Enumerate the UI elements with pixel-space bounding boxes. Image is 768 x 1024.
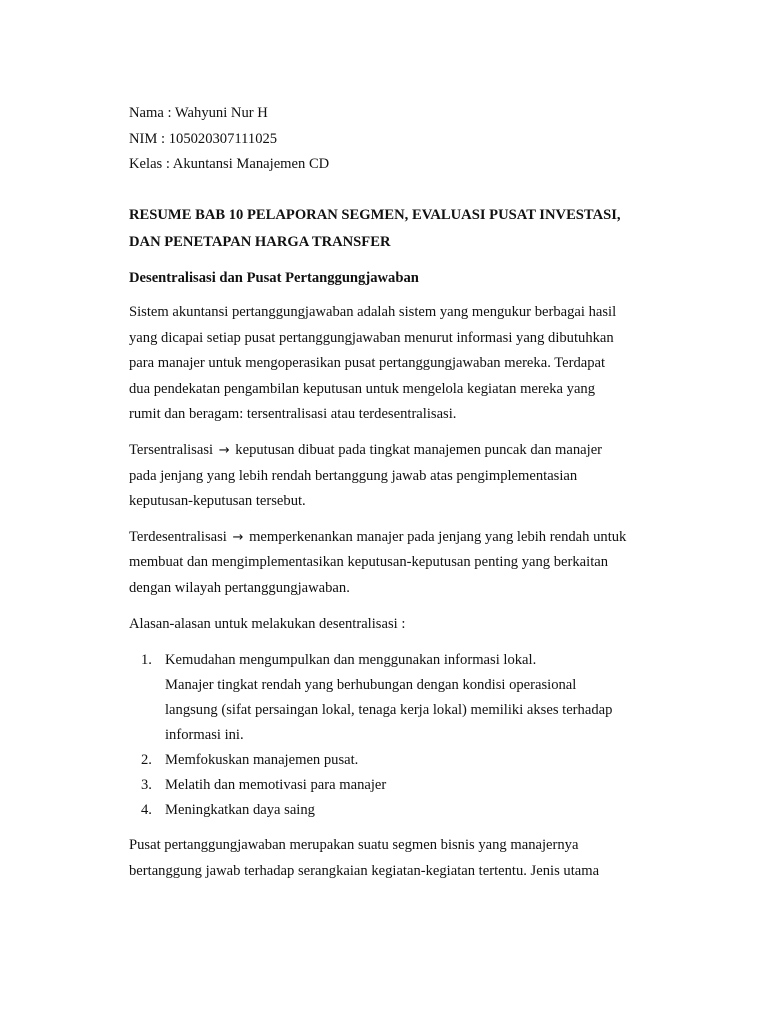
term-decentralized: Terdesentralisasi <box>129 528 227 545</box>
document-title <box>129 202 659 257</box>
list-item <box>129 798 659 823</box>
student-name-line: Nama : Wahyuni Nur H <box>129 105 268 121</box>
right-arrow-icon: → <box>232 529 244 545</box>
paragraph-line: yang dicapai setiap pusat pertanggungjawaban menurut informasi yang dibutuhkan <box>129 329 614 346</box>
title-line-2: DAN PENETAPAN HARGA TRANSFER <box>129 234 391 250</box>
paragraph-line: pada jenjang yang lebih rendah bertanggung jawab atas pengimplementasian <box>129 467 578 484</box>
paragraph-line: Pusat pertanggungjawaban merupakan suatu segmen bisnis yang manajernya <box>129 837 579 854</box>
list-item-line: Melatih dan memotivasi para manajer <box>165 777 387 794</box>
paragraph-line: membuat dan mengimplementasikan keputusan-keputusan penting yang berkaitan <box>129 554 609 571</box>
term-centralized: Tersentralisasi <box>129 441 214 458</box>
list-item-line: Kemudahan mengumpulkan dan menggunakan informasi lokal. <box>165 652 537 669</box>
paragraph-line <box>129 525 659 551</box>
paragraph-line: dengan wilayah pertanggungjawaban. <box>129 579 350 596</box>
list-item <box>129 773 659 798</box>
paragraph-responsibility-accounting <box>129 300 659 428</box>
paragraph-responsibility-center <box>129 833 659 884</box>
student-nim-line: NIM : 105020307111025 <box>129 130 278 147</box>
right-arrow-icon: → <box>218 442 230 458</box>
paragraph-centralized <box>129 438 659 515</box>
section-heading: Desentralisasi dan Pusat Pertanggungjawaban <box>129 269 419 286</box>
list-item-number: 2. <box>141 752 152 769</box>
title-line-1: RESUME BAB 10 PELAPORAN SEGMEN, EVALUASI PUSAT INVESTASI, <box>129 206 621 223</box>
list-item-line: informasi ini. <box>165 727 244 744</box>
reasons-intro: Alasan-alasan untuk melakukan desentralisasi : <box>129 615 406 632</box>
list-item <box>129 648 659 748</box>
definition-text: keputusan dibuat pada tingkat manajemen puncak dan manajer <box>235 441 603 458</box>
paragraph-line: keputusan-keputusan tersebut. <box>129 493 306 510</box>
list-item-line: langsung (sifat persaingan lokal, tenaga kerja lokal) memiliki akses terhadap <box>165 702 613 719</box>
paragraph-line <box>129 438 659 464</box>
reasons-list <box>129 648 659 823</box>
list-item-line: Meningkatkan daya saing <box>165 802 315 819</box>
list-item-number: 3. <box>141 777 152 794</box>
paragraph-decentralized <box>129 525 659 602</box>
student-identity-block <box>129 101 659 178</box>
list-item-line: Memfokuskan manajemen pusat. <box>165 752 359 769</box>
student-class-line: Kelas : Akuntansi Manajemen CD <box>129 156 330 172</box>
paragraph-line: rumit dan beragam: tersentralisasi atau terdesentralisasi. <box>129 406 457 423</box>
list-item-number: 4. <box>141 802 152 819</box>
list-item-number: 1. <box>141 652 152 669</box>
paragraph-line: bertanggung jawab terhadap serangkaian kegiatan-kegiatan tertentu. Jenis utama <box>129 862 600 879</box>
list-item-line: Manajer tingkat rendah yang berhubungan dengan kondisi operasional <box>165 677 577 694</box>
paragraph-line: dua pendekatan pengambilan keputusan untuk mengelola kegiatan mereka yang <box>129 380 596 397</box>
document-body <box>129 101 659 894</box>
paragraph-line: para manajer untuk mengoperasikan pusat pertanggungjawaban mereka. Terdapat <box>129 355 606 372</box>
definition-text: memperkenankan manajer pada jenjang yang lebih rendah untuk <box>249 528 627 545</box>
list-item <box>129 748 659 773</box>
paragraph-line: Sistem akuntansi pertanggungjawaban adalah sistem yang mengukur berbagai hasil <box>129 304 617 320</box>
